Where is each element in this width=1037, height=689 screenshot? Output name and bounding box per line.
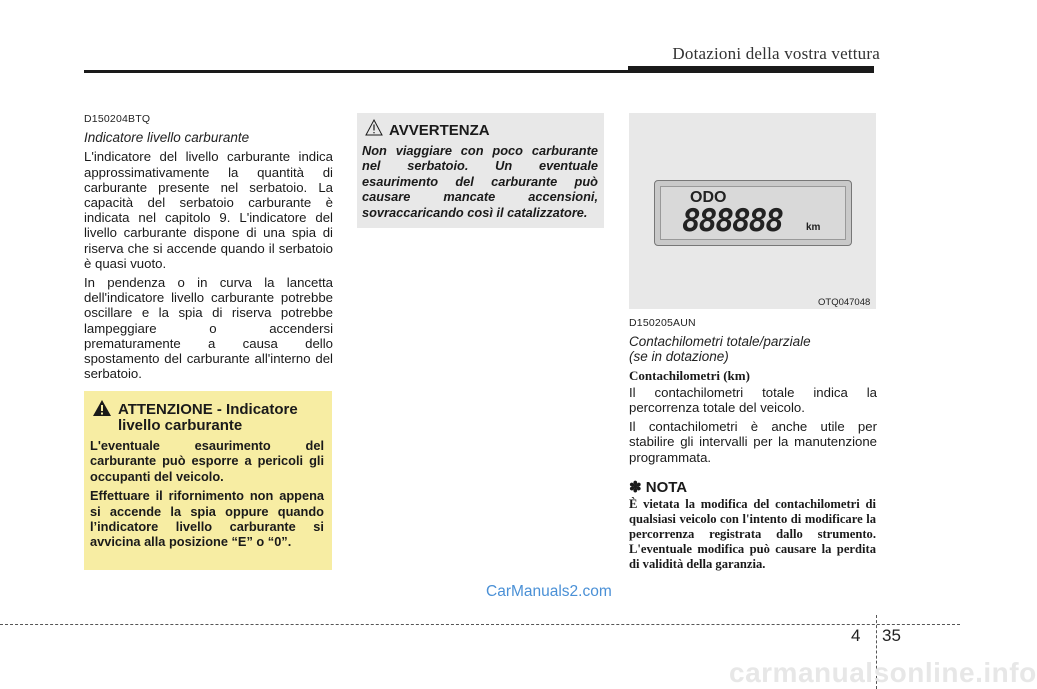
warning-text: Non viaggiare con poco carburante nel serbatoio. Un eventuale esaurimento del carburante può causare mancate accensioni, sovraccaricando così il catalizzatore. (362, 143, 598, 220)
page-number: 35 (882, 626, 901, 645)
asterisk-icon: ✽ (629, 479, 642, 496)
warning-title: AVVERTENZA (389, 122, 490, 139)
odometer-digits: 888888 (682, 203, 782, 239)
footer-divider (0, 624, 960, 625)
section-code: D150204BTQ (84, 113, 151, 125)
body-paragraph: Il contachilometri totale indica la percorrenza totale del veicolo. (629, 384, 877, 416)
chapter-number: 4 (851, 626, 861, 645)
subsection-title: Contachilometri (km) (629, 367, 750, 383)
page-header-title: Dotazioni della vostra vettura (672, 44, 880, 63)
attention-title-main: ATTENZIONE (118, 401, 213, 418)
note-text: È vietata la modifica del contachilometri di qualsiasi veicolo con l'intento di modificare la percorrenza registrata dallo strumento. L'eventuale modifica può causare la perdita di validità della garanzia. (629, 497, 876, 571)
header-rule-accent (628, 66, 874, 73)
watermark-link[interactable]: CarManuals2.com (486, 583, 612, 600)
attention-text (90, 438, 324, 554)
body-paragraph: In pendenza o in curva la lancetta dell'indicatore livello carburante potrebbe oscillare e la spia di riserva potrebbe lampeggiare o accendersi prematuramente a causa dello spostamento del carburante all'interno del serbatoio. (84, 275, 333, 382)
figure-caption: OTQ047048 (818, 297, 871, 308)
right-column (629, 316, 877, 469)
section-subheading: Contachilometri totale/parziale (629, 334, 811, 350)
section-subheading-qualifier: (se in dotazione) (629, 349, 729, 365)
attention-title-rest: - Indicatore livello carburante (118, 401, 298, 434)
note-title (629, 478, 687, 496)
odometer-unit: km (806, 222, 821, 233)
warning-triangle-icon (92, 399, 112, 417)
caution-outline-icon (365, 119, 383, 136)
body-paragraph: L'indicatore del livello carburante indica approssimativamente la quantità di carburante presente nel serbatoio. La capacità del serbatoio carburante è indicata nel capitolo 9. L'indicatore del livello carburante dispone di una spia di riserva che si accende quando il serbatoio è quasi vuoto. (84, 149, 333, 271)
attention-paragraph: Effettuare il rifornimento non appena si accende la spia oppure quando l’indicatore livello carburante si avvicina alla posizione “E” o “0”. (90, 488, 324, 550)
attention-title (118, 402, 323, 434)
left-column (84, 112, 333, 385)
attention-paragraph: L'eventuale esaurimento del carburante può esporre a pericoli gli occupanti del veicolo. (90, 438, 324, 484)
note-title-text: NOTA (645, 479, 688, 496)
footer-watermark: carmanualsonline.info (729, 657, 1037, 688)
section-code: D150205AUN (629, 317, 696, 329)
section-subheading: Indicatore livello carburante (84, 130, 250, 146)
body-paragraph: Il contachilometri è anche utile per stabilire gli intervalli per la manutenzione programmata. (629, 419, 877, 465)
odometer-label: ODO (690, 189, 727, 206)
